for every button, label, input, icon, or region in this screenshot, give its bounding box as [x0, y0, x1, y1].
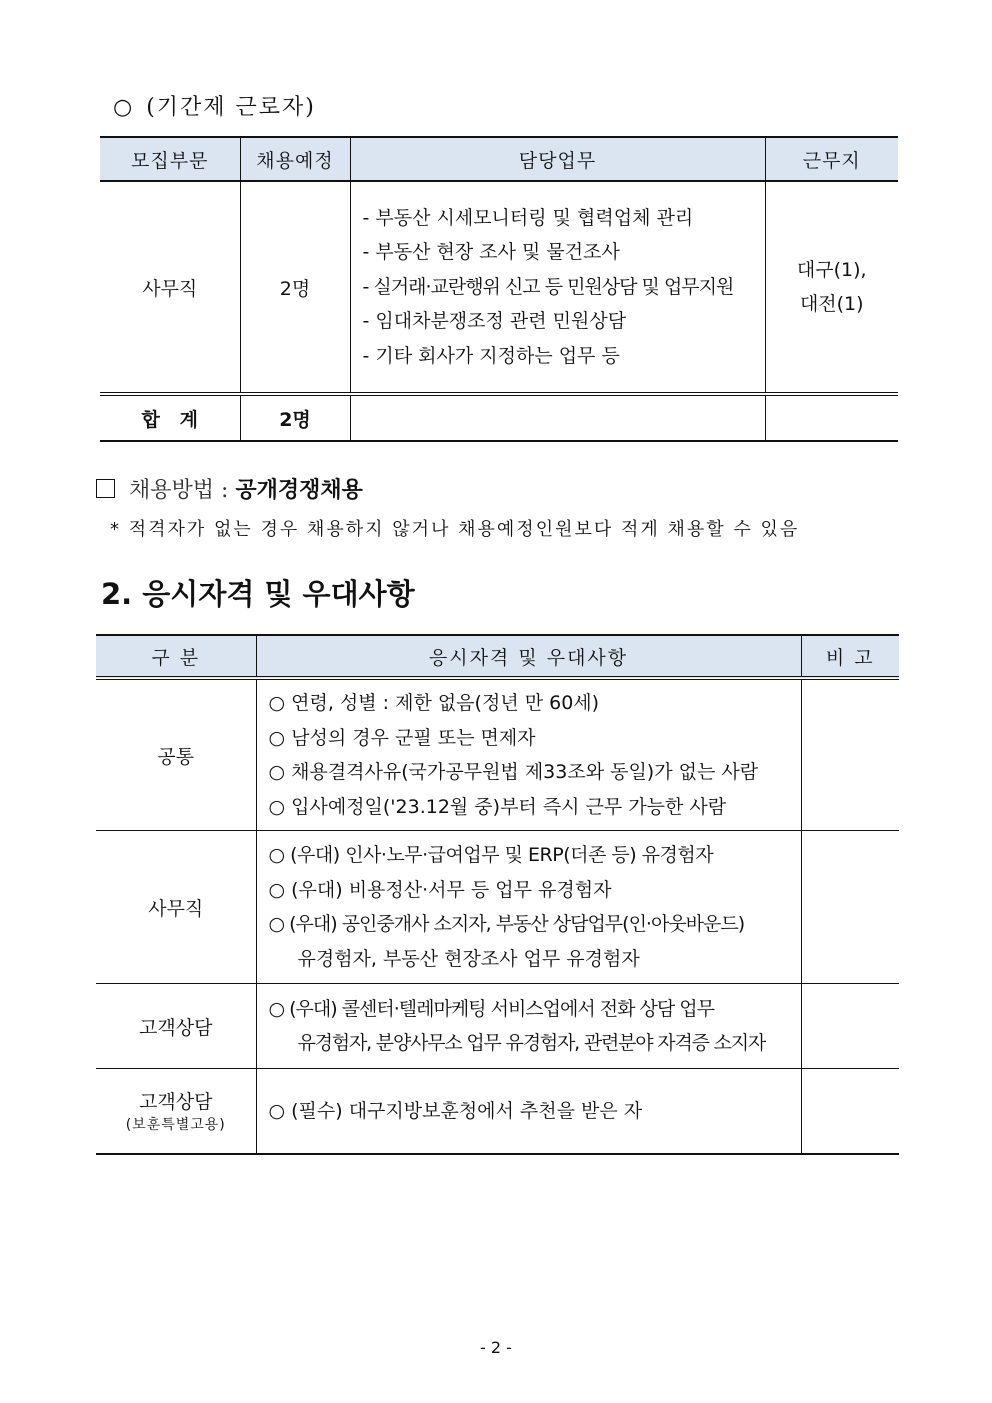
header-planned-count: 채용예정 [240, 137, 350, 181]
table-row [96, 1069, 899, 1154]
table-row [96, 831, 899, 984]
section-1-heading-text: (기간제 근로자) [146, 95, 316, 120]
location-line: 대구(1), [796, 259, 867, 281]
cell-qualifications [256, 831, 801, 984]
qualification-item: ○ 남성의 경우 군필 또는 면제자 [268, 726, 536, 749]
hiring-note: * 적격자가 없는 경우 채용하지 않거나 채용예정인원보다 적게 채용할 수 있음 [110, 519, 800, 540]
location-line: 대전(1) [799, 293, 864, 315]
qualification-item: 유경험자, 부동산 현장조사 업무 유경험자 [297, 947, 640, 970]
checkbox-square-icon [96, 479, 115, 498]
qualification-table-header [96, 635, 899, 678]
cell-category: 고객상담 [96, 984, 256, 1069]
cell-category: 사무직 [96, 831, 256, 984]
header-location: 근무지 [765, 137, 898, 181]
hiring-method [96, 473, 363, 504]
total-row [100, 394, 898, 441]
total-empty [765, 394, 898, 441]
section-2-heading: 2. 응시자격 및 우대사항 [101, 577, 415, 611]
category-sublabel: (보훈특별고용) [125, 1117, 226, 1134]
duty-item: - 부동산 현장 조사 및 물건조사 [362, 241, 620, 264]
cell-qualifications [256, 984, 801, 1069]
total-empty [350, 394, 765, 441]
duty-item: - 부동산 시세모니터링 및 협력업체 관리 [362, 206, 694, 229]
header-qualifications: 응시자격 및 우대사항 [256, 635, 801, 678]
header-remarks: 비 고 [801, 635, 899, 678]
page-number: - 2 - [480, 1338, 512, 1357]
recruitment-table-header [100, 137, 898, 181]
duty-item: - 기타 회사가 지정하는 업무 등 [362, 344, 620, 367]
hiring-method-label: 채용방법 : [129, 478, 229, 503]
cell-remarks [801, 984, 899, 1069]
cell-qualifications [256, 678, 801, 831]
cell-qualifications [256, 1069, 801, 1154]
cell-category: 공통 [96, 678, 256, 831]
category-label: 고객상담 [139, 1091, 213, 1114]
qualification-item: ○ (우대) 공인중개사 소지자, 부동산 상담업무(인·아웃바운드) [268, 913, 745, 935]
cell-remarks [801, 678, 899, 831]
total-label: 합 계 [100, 394, 240, 441]
qualification-item: ○ (우대) 콜센터·텔레마케팅 서비스업에서 전화 상담 업무 [268, 997, 714, 1020]
cell-remarks [801, 831, 899, 984]
cell-location [765, 181, 898, 394]
header-recruit-field: 모집부문 [100, 137, 240, 181]
qualification-item: ○ (우대) 인사·노무·급여업무 및 ERP(더존 등) 유경험자 [268, 844, 714, 866]
cell-category [96, 1069, 256, 1154]
header-category: 구 분 [96, 635, 256, 678]
total-count: 2명 [240, 394, 350, 441]
table-row [96, 678, 899, 831]
duty-item: - 실거래·교란행위 신고 등 민원상담 및 업무지원 [362, 275, 734, 298]
qualification-item: ○ 채용결격사유(국가공무원법 제33조와 동일)가 없는 사람 [268, 761, 759, 783]
qualification-item: ○ 입사예정일('23.12월 중)부터 즉시 근무 가능한 사람 [268, 795, 727, 818]
header-duties: 담당업무 [350, 137, 765, 181]
cell-remarks [801, 1069, 899, 1154]
qualification-item: 유경험자, 분양사무소 업무 유경험자, 관련분야 자격증 소지자 [297, 1032, 766, 1054]
cell-duties [350, 181, 765, 394]
qualification-item: ○ 연령, 성별 : 제한 없음(정년 만 60세) [268, 692, 600, 714]
cell-count: 2명 [240, 181, 350, 394]
duty-item: - 임대차분쟁조정 관련 민원상담 [362, 310, 627, 333]
qualification-item: ○ (필수) 대구지방보훈청에서 추천을 받은 자 [268, 1099, 643, 1122]
cell-category: 사무직 [100, 181, 240, 394]
hiring-method-value: 공개경쟁채용 [235, 477, 363, 503]
section-1-heading [113, 90, 316, 121]
recruitment-table [100, 136, 898, 442]
qualification-table [96, 634, 899, 1155]
circle-bullet: ○ [113, 95, 135, 120]
qualification-item: ○ (우대) 비용정산·서무 등 업무 유경험자 [268, 878, 612, 901]
table-row [100, 181, 898, 394]
table-row [96, 984, 899, 1069]
